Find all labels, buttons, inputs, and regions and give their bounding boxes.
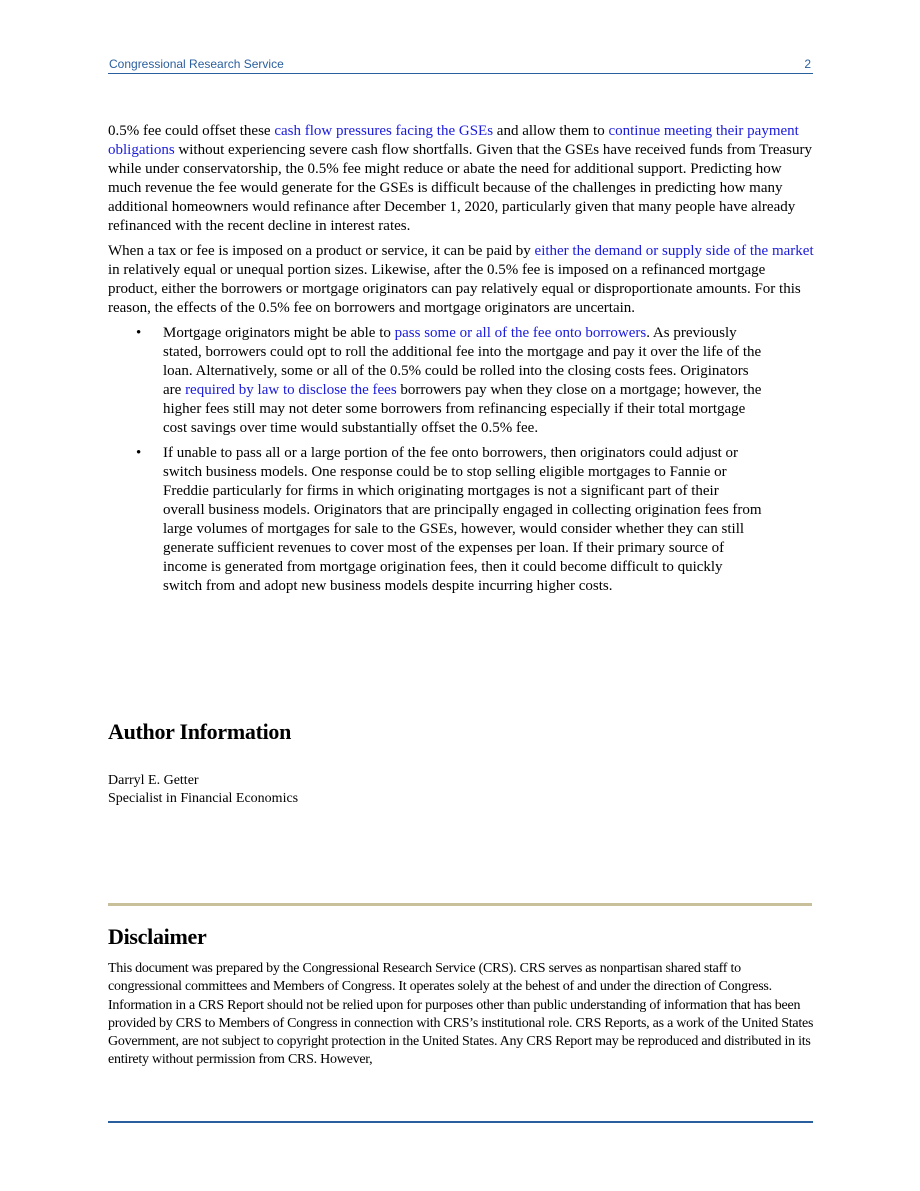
text-run: . As previously stated, borrowers could opt to roll the additional fee into the mortgage and pay it over the life of the loan. Alternatively, some or all of the 0.5% could be rolled into the closing costs fees. Originators are bbox=[163, 325, 762, 398]
text-run: borrowers pay when they close on a mortgage; however, the higher fees still may not deter some borrowers from refinancing especially if their total mortgage cost savings over time would substantially offset the 0.5% fee. bbox=[163, 382, 762, 436]
text-run: When a tax or fee is imposed on a product or service, it can be paid by bbox=[108, 243, 535, 259]
disclaimer-heading: Disclaimer bbox=[108, 924, 207, 949]
link-continue-meeting-obligations[interactable]: continue meeting their payment obligations bbox=[108, 123, 799, 158]
text-run: without experiencing severe cash flow shortfalls. Given that the GSEs have received funds from Treasury while under conservatorship, the 0.5% fee might reduce or abate the need for additional support. Predicting how much revenue the fee would generate for the GSEs is difficult because of the challenges in predicting how many additional homeowners would refinance after December 1, 2020, particularly given that many people have already refinanced with the recent decline in interest rates. bbox=[108, 142, 813, 234]
body-text bbox=[108, 122, 816, 602]
section-divider bbox=[108, 903, 812, 906]
text-run: If unable to pass all or a large portion of the fee onto borrowers, then originators could adjust or switch business models. One response could be to stop selling eligible mortgages to Fannie or Freddie particularly for firms in which originating mortgages is not a significant part of their overall business models. Originators that are principally engaged in collecting origination fees from large volumes of mortgages for sale to the GSEs, however, would consider whether they can still generate sufficient revenues to cover most of the expenses per loan. If their primary source of income is generated from mortgage origination fees, then it could become difficult to quickly switch from and adopt new business models despite incurring higher costs. bbox=[163, 445, 762, 594]
author-title: Specialist in Financial Economics bbox=[108, 791, 299, 806]
footer-divider bbox=[108, 1121, 813, 1123]
author-name: Darryl E. Getter bbox=[108, 773, 199, 788]
page-number: 2 bbox=[804, 57, 811, 71]
bullet-marker: • bbox=[136, 325, 142, 341]
text-run: Mortgage originators might be able to bbox=[163, 325, 395, 341]
paragraph-tax-incidence bbox=[108, 242, 816, 318]
author-info-heading: Author Information bbox=[108, 719, 292, 744]
list-item bbox=[108, 324, 763, 438]
link-pass-fee-onto-borrowers[interactable]: pass some or all of the fee onto borrowers bbox=[394, 325, 647, 341]
header-org-name: Congressional Research Service bbox=[109, 57, 284, 71]
text-run: in relatively equal or unequal portion sizes. Likewise, after the 0.5% fee is imposed on a refinanced mortgage product, either the borrowers or mortgage originators can pay relatively equal or disproportionate amounts. For this reason, the effects of the 0.5% fee on borrowers and mortgage originators are uncertain. bbox=[108, 262, 801, 316]
author-block bbox=[108, 772, 298, 808]
link-cash-flow-pressures[interactable]: cash flow pressures facing the GSEs bbox=[274, 123, 494, 139]
link-demand-supply-side[interactable]: either the demand or supply side of the market bbox=[534, 243, 814, 259]
page-header bbox=[108, 55, 813, 74]
bullet-list bbox=[108, 324, 816, 596]
text-run: 0.5% fee could offset these bbox=[108, 123, 275, 139]
bullet-marker: • bbox=[136, 445, 142, 461]
paragraph-fee-offset bbox=[108, 122, 816, 236]
disclaimer-text: This document was prepared by the Congressional Research Service (CRS). CRS serves as nonpartisan shared staff to congressional committees and Members of Congress. It operates solely at the behest of and under the direction of Congress. Information in a CRS Report should not be relied upon for purposes other than public understanding of information that has been provided by CRS to Members of Congress in connection with CRS’s institutional role. CRS Reports, as a work of the United States Government, are not subject to copyright protection in the United States. Any CRS Report may be reproduced and distributed in its entirety without permission from CRS. However, bbox=[108, 961, 814, 1068]
list-item bbox=[108, 444, 763, 596]
link-disclose-fees-law[interactable]: required by law to disclose the fees bbox=[185, 382, 397, 398]
text-run: and allow them to bbox=[493, 123, 609, 139]
